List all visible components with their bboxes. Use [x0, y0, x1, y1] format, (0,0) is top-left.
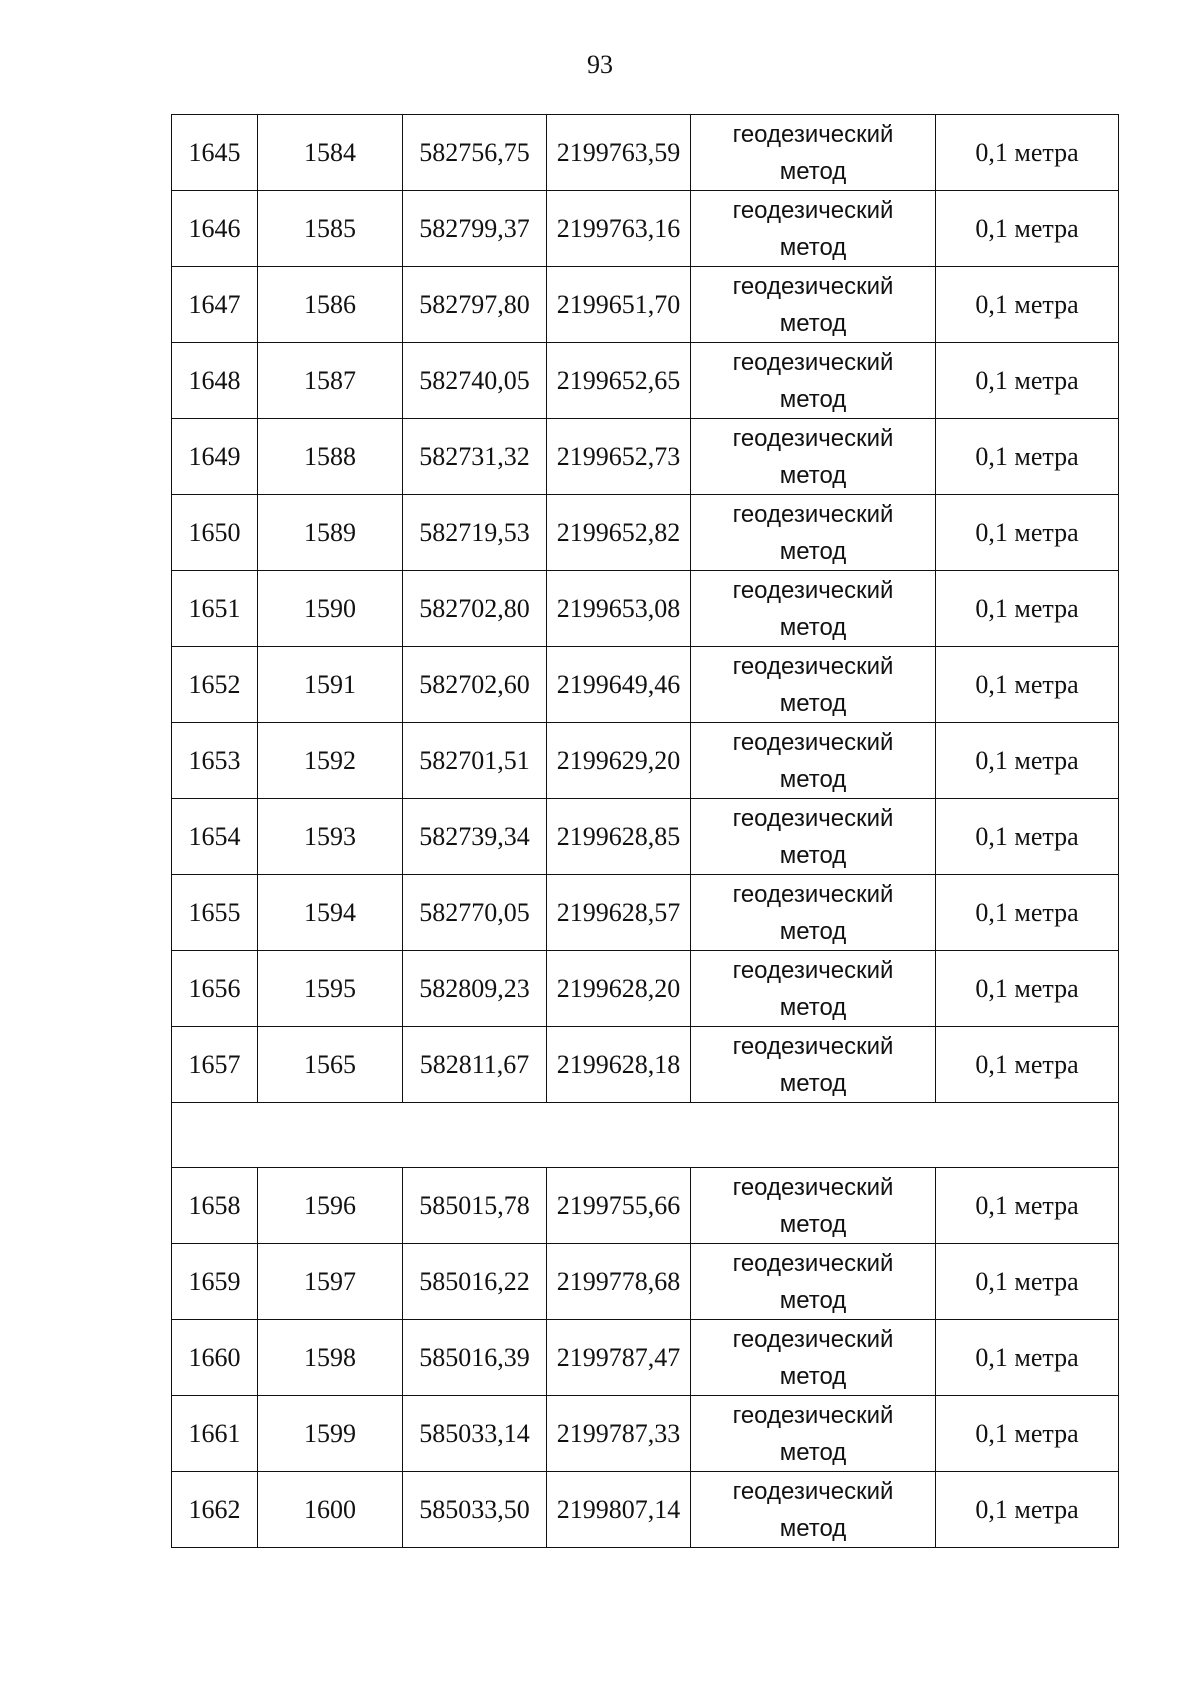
accuracy-cell: 0,1 метра: [936, 495, 1119, 571]
row-number-cell: 1646: [172, 191, 258, 267]
method-cell: [691, 191, 936, 267]
method-cell: [691, 951, 936, 1027]
method-cell: [691, 1168, 936, 1244]
table-row: [172, 571, 1119, 647]
method-line-2: метод: [779, 386, 847, 413]
y-coordinate-cell: 2199807,14: [547, 1472, 691, 1548]
method-line-1: геодезический: [732, 349, 894, 376]
method-line-1: геодезический: [732, 1174, 894, 1201]
method-line-2: метод: [779, 1363, 847, 1390]
table-body-group-2: [172, 1168, 1119, 1548]
point-number-cell: 1600: [258, 1472, 403, 1548]
method-line-2: метод: [779, 842, 847, 869]
table-row: [172, 1168, 1119, 1244]
point-number-cell: 1591: [258, 647, 403, 723]
y-coordinate-cell: 2199763,16: [547, 191, 691, 267]
x-coordinate-cell: 585016,22: [403, 1244, 547, 1320]
x-coordinate-cell: 582731,32: [403, 419, 547, 495]
row-number-cell: 1647: [172, 267, 258, 343]
table-row: [172, 1472, 1119, 1548]
row-number-cell: 1649: [172, 419, 258, 495]
point-number-cell: 1586: [258, 267, 403, 343]
coordinates-table: [171, 114, 1119, 1548]
method-cell: [691, 1472, 936, 1548]
accuracy-cell: 0,1 метра: [936, 1027, 1119, 1103]
method-line-2: метод: [779, 690, 847, 717]
x-coordinate-cell: 582756,75: [403, 115, 547, 191]
method-line-2: метод: [779, 766, 847, 793]
row-number-cell: 1658: [172, 1168, 258, 1244]
table-separator-cell: [172, 1103, 1119, 1168]
y-coordinate-cell: 2199778,68: [547, 1244, 691, 1320]
method-cell: [691, 1320, 936, 1396]
method-line-2: метод: [779, 1070, 847, 1097]
method-cell: [691, 419, 936, 495]
method-line-1: геодезический: [732, 805, 894, 832]
method-cell: [691, 1396, 936, 1472]
method-line-1: геодезический: [732, 957, 894, 984]
point-number-cell: 1593: [258, 799, 403, 875]
point-number-cell: 1585: [258, 191, 403, 267]
method-cell: [691, 115, 936, 191]
method-cell: [691, 799, 936, 875]
method-line-1: геодезический: [732, 121, 894, 148]
accuracy-cell: 0,1 метра: [936, 1168, 1119, 1244]
table-row: [172, 115, 1119, 191]
y-coordinate-cell: 2199763,59: [547, 115, 691, 191]
x-coordinate-cell: 582719,53: [403, 495, 547, 571]
method-line-2: метод: [779, 234, 847, 261]
method-line-1: геодезический: [732, 729, 894, 756]
y-coordinate-cell: 2199651,70: [547, 267, 691, 343]
y-coordinate-cell: 2199755,66: [547, 1168, 691, 1244]
method-line-1: геодезический: [732, 1033, 894, 1060]
method-line-2: метод: [779, 918, 847, 945]
accuracy-cell: 0,1 метра: [936, 1396, 1119, 1472]
x-coordinate-cell: 585016,39: [403, 1320, 547, 1396]
x-coordinate-cell: 585033,50: [403, 1472, 547, 1548]
page-number: 93: [587, 50, 613, 79]
row-number-cell: 1648: [172, 343, 258, 419]
point-number-cell: 1590: [258, 571, 403, 647]
point-number-cell: 1594: [258, 875, 403, 951]
table-row: [172, 1320, 1119, 1396]
method-cell: [691, 1027, 936, 1103]
method-line-1: геодезический: [732, 1402, 894, 1429]
point-number-cell: 1592: [258, 723, 403, 799]
method-line-2: метод: [779, 158, 847, 185]
table-row: [172, 875, 1119, 951]
point-number-cell: 1565: [258, 1027, 403, 1103]
method-line-2: метод: [779, 614, 847, 641]
table-row: [172, 343, 1119, 419]
y-coordinate-cell: 2199628,85: [547, 799, 691, 875]
y-coordinate-cell: 2199628,20: [547, 951, 691, 1027]
y-coordinate-cell: 2199649,46: [547, 647, 691, 723]
accuracy-cell: 0,1 метра: [936, 571, 1119, 647]
row-number-cell: 1651: [172, 571, 258, 647]
y-coordinate-cell: 2199652,82: [547, 495, 691, 571]
table-separator: [172, 1103, 1119, 1168]
method-line-1: геодезический: [732, 425, 894, 452]
method-line-2: метод: [779, 310, 847, 337]
x-coordinate-cell: 582739,34: [403, 799, 547, 875]
y-coordinate-cell: 2199787,33: [547, 1396, 691, 1472]
row-number-cell: 1661: [172, 1396, 258, 1472]
method-cell: [691, 647, 936, 723]
accuracy-cell: 0,1 метра: [936, 1472, 1119, 1548]
table-row: [172, 723, 1119, 799]
method-line-2: метод: [779, 462, 847, 489]
accuracy-cell: 0,1 метра: [936, 647, 1119, 723]
y-coordinate-cell: 2199652,73: [547, 419, 691, 495]
accuracy-cell: 0,1 метра: [936, 267, 1119, 343]
table-row: [172, 495, 1119, 571]
method-line-1: геодезический: [732, 881, 894, 908]
row-number-cell: 1657: [172, 1027, 258, 1103]
point-number-cell: 1587: [258, 343, 403, 419]
point-number-cell: 1598: [258, 1320, 403, 1396]
point-number-cell: 1596: [258, 1168, 403, 1244]
x-coordinate-cell: 582799,37: [403, 191, 547, 267]
point-number-cell: 1595: [258, 951, 403, 1027]
method-line-1: геодезический: [732, 1326, 894, 1353]
accuracy-cell: 0,1 метра: [936, 799, 1119, 875]
row-number-cell: 1660: [172, 1320, 258, 1396]
method-cell: [691, 571, 936, 647]
x-coordinate-cell: 582809,23: [403, 951, 547, 1027]
method-line-1: геодезический: [732, 273, 894, 300]
accuracy-cell: 0,1 метра: [936, 1244, 1119, 1320]
method-line-1: геодезический: [732, 1250, 894, 1277]
method-line-1: геодезический: [732, 197, 894, 224]
point-number-cell: 1589: [258, 495, 403, 571]
table-row: [172, 647, 1119, 723]
method-line-1: геодезический: [732, 501, 894, 528]
row-number-cell: 1659: [172, 1244, 258, 1320]
accuracy-cell: 0,1 метра: [936, 419, 1119, 495]
method-cell: [691, 1244, 936, 1320]
table-row: [172, 419, 1119, 495]
method-cell: [691, 343, 936, 419]
x-coordinate-cell: 582702,60: [403, 647, 547, 723]
point-number-cell: 1599: [258, 1396, 403, 1472]
method-line-2: метод: [779, 1515, 847, 1542]
method-cell: [691, 723, 936, 799]
method-cell: [691, 267, 936, 343]
point-number-cell: 1588: [258, 419, 403, 495]
x-coordinate-cell: 582811,67: [403, 1027, 547, 1103]
method-line-1: геодезический: [732, 1478, 894, 1505]
table-row: [172, 951, 1119, 1027]
y-coordinate-cell: 2199787,47: [547, 1320, 691, 1396]
accuracy-cell: 0,1 метра: [936, 1320, 1119, 1396]
method-line-2: метод: [779, 1287, 847, 1314]
row-number-cell: 1652: [172, 647, 258, 723]
method-line-2: метод: [779, 538, 847, 565]
row-number-cell: 1662: [172, 1472, 258, 1548]
accuracy-cell: 0,1 метра: [936, 875, 1119, 951]
row-number-cell: 1655: [172, 875, 258, 951]
y-coordinate-cell: 2199629,20: [547, 723, 691, 799]
x-coordinate-cell: 582702,80: [403, 571, 547, 647]
x-coordinate-cell: 585033,14: [403, 1396, 547, 1472]
accuracy-cell: 0,1 метра: [936, 115, 1119, 191]
accuracy-cell: 0,1 метра: [936, 951, 1119, 1027]
x-coordinate-cell: 582701,51: [403, 723, 547, 799]
accuracy-cell: 0,1 метра: [936, 191, 1119, 267]
x-coordinate-cell: 585015,78: [403, 1168, 547, 1244]
x-coordinate-cell: 582770,05: [403, 875, 547, 951]
point-number-cell: 1597: [258, 1244, 403, 1320]
method-line-1: геодезический: [732, 653, 894, 680]
method-line-2: метод: [779, 1439, 847, 1466]
x-coordinate-cell: 582797,80: [403, 267, 547, 343]
method-line-2: метод: [779, 1211, 847, 1238]
table-separator-row: [172, 1103, 1119, 1168]
method-cell: [691, 875, 936, 951]
table-row: [172, 191, 1119, 267]
table-row: [172, 267, 1119, 343]
y-coordinate-cell: 2199628,57: [547, 875, 691, 951]
row-number-cell: 1645: [172, 115, 258, 191]
x-coordinate-cell: 582740,05: [403, 343, 547, 419]
table-body-group-1: [172, 115, 1119, 1103]
table-row: [172, 1244, 1119, 1320]
y-coordinate-cell: 2199628,18: [547, 1027, 691, 1103]
row-number-cell: 1654: [172, 799, 258, 875]
row-number-cell: 1650: [172, 495, 258, 571]
method-line-2: метод: [779, 994, 847, 1021]
y-coordinate-cell: 2199652,65: [547, 343, 691, 419]
method-line-1: геодезический: [732, 577, 894, 604]
accuracy-cell: 0,1 метра: [936, 343, 1119, 419]
point-number-cell: 1584: [258, 115, 403, 191]
table-row: [172, 1027, 1119, 1103]
table-row: [172, 799, 1119, 875]
row-number-cell: 1656: [172, 951, 258, 1027]
method-cell: [691, 495, 936, 571]
accuracy-cell: 0,1 метра: [936, 723, 1119, 799]
row-number-cell: 1653: [172, 723, 258, 799]
y-coordinate-cell: 2199653,08: [547, 571, 691, 647]
table-row: [172, 1396, 1119, 1472]
